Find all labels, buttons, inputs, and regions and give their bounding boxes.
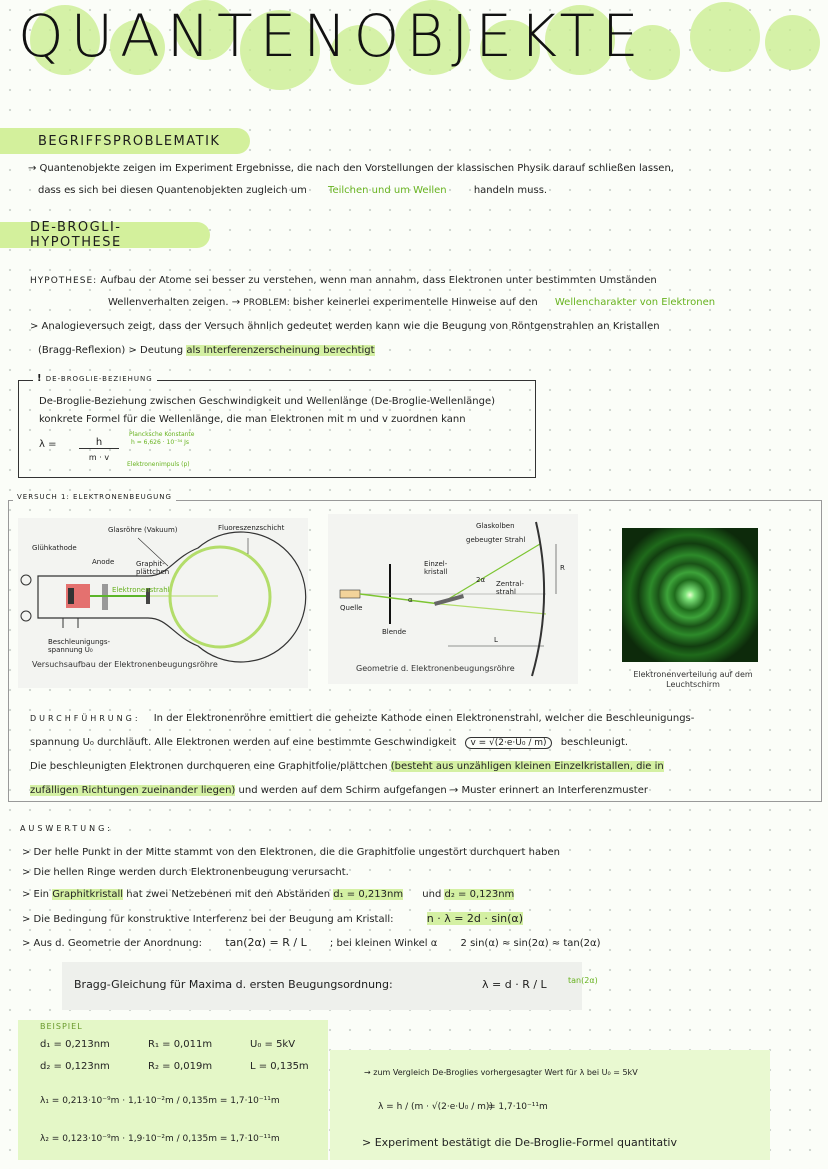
- durch-label: DURCHFÜHRUNG:: [30, 714, 141, 723]
- begriff-line2c: handeln muss.: [473, 185, 548, 196]
- section-heading-broglie: [0, 222, 210, 248]
- label-fluoreszenz: Fluoreszenzschicht: [218, 524, 285, 532]
- lambda-numerator: h: [79, 437, 119, 449]
- ex-lambda-formula: λ = h / (m · √(2·e·U₀ / m)): [378, 1102, 493, 1112]
- geometry-diagram: [328, 514, 578, 684]
- hyp-line1: [30, 270, 657, 292]
- tan-formula: tan(2α) = R / L: [225, 936, 307, 949]
- label-einzelkristall: Einzel-kristall: [424, 560, 448, 576]
- ausw-line4: [22, 908, 523, 931]
- ausw-line5: [22, 932, 601, 955]
- impuls-note: Elektronenimpuls (p): [127, 461, 190, 468]
- planck-value: h = 6,626 · 10⁻³⁴ Js: [131, 439, 189, 446]
- durch-line2: [30, 732, 628, 754]
- ex-vergleich: → zum Vergleich De-Broglies vorhergesagter Wert für λ bei U₀ = 5kV: [364, 1068, 638, 1077]
- durch-line1: [30, 708, 694, 730]
- label-zentralstrahl: Zentral-strahl: [496, 580, 524, 596]
- beispiel-label: BEISPIEL: [40, 1022, 83, 1031]
- durch-text4a: zufälligen Richtungen zueinander liegen): [30, 785, 236, 796]
- caption-apparatus: Versuchsaufbau der Elektronenbeugungsröhre: [32, 660, 218, 669]
- hyp-line2: [108, 292, 715, 314]
- ausw3b: Graphitkristall: [52, 889, 124, 900]
- bragg-text: Bragg-Gleichung für Maxima d. ersten Beugungsordnung:: [74, 978, 393, 991]
- page-title: QUANTENOBJEKTE: [18, 2, 646, 70]
- apparatus-figure: [18, 518, 308, 688]
- durch-text2a: spannung U₀ durchläuft. Alle Elektronen werden auf eine bestimmte Geschwindigkeit: [30, 737, 457, 748]
- bragg-tan-note: tan(2α): [568, 976, 598, 985]
- begriff-line2a: dass es sich bei diesen Quantenobjekten zugleich um: [38, 185, 307, 196]
- caption-geometry: Geometrie d. Elektronenbeugungsröhre: [356, 664, 515, 673]
- label-blende: Blende: [382, 628, 407, 636]
- label-glasroehre: Glasröhre (Vakuum): [108, 526, 178, 534]
- label-alpha: α: [408, 596, 413, 604]
- box-title-text: DE-BROGLIE-BEZIEHUNG: [45, 375, 153, 383]
- bragg-box: [62, 962, 582, 1010]
- durch-text3a: Die beschleunigten Elektronen durchqueren eine Graphitfolie/plättchen: [30, 761, 388, 772]
- hyp-problem: PROBLEM:: [243, 298, 290, 308]
- label-gluhkathode: Glühkathode: [32, 544, 77, 552]
- label-spannung: Beschleunigungs-spannung U₀: [48, 638, 111, 654]
- caption-screen: [618, 670, 768, 690]
- durch-line3: [30, 756, 664, 778]
- auswertung-label: AUSWERTUNG:: [20, 824, 113, 833]
- ex-lambda-result: = 1,7·10⁻¹¹m: [488, 1102, 548, 1112]
- small-angle-approx: 2 sin(α) ≈ sin(2α) ≈ tan(2α): [460, 938, 601, 949]
- ausw5c: ; bei kleinen Winkel α: [329, 938, 438, 949]
- lambda-label: λ =: [39, 439, 57, 450]
- ausw5a: > Aus d. Geometrie der Anordnung:: [22, 938, 202, 949]
- ausw-line3: [22, 884, 514, 906]
- durch-text4b: und werden auf dem Schirm aufgefangen → Muster erinnert an Interferenzmuster: [238, 785, 648, 796]
- caption-screen-line1: Elektronenverteilung auf dem: [633, 670, 753, 679]
- de-broglie-box: [18, 373, 536, 478]
- begriff-highlight: Teilchen und um Wellen: [328, 185, 447, 196]
- ausw-line1: > Der helle Punkt in der Mitte stammt von den Elektronen, die die Graphitfolie ungestört durchquert haben: [22, 847, 560, 858]
- ex-u: U₀ = 5kV: [250, 1039, 296, 1050]
- ausw3a: > Ein: [22, 889, 49, 900]
- analog-line2: [38, 340, 375, 362]
- hyp-text2b: bisher keinerlei experimentelle Hinweise auf den: [292, 297, 538, 308]
- box-line1: De-Broglie-Beziehung zwischen Geschwindigkeit und Wellenlänge (De-Broglie-Wellenlänge): [39, 396, 496, 407]
- ex-conclusion: > Experiment bestätigt die De-Broglie-Formel quantitativ: [362, 1136, 677, 1149]
- begriff-line1: → Quantenobjekte zeigen im Experiment Ergebnisse, die nach den Vorstellungen der klassischen Physik darauf schließen lassen,: [28, 163, 674, 174]
- ex-r1: R₁ = 0,011m: [148, 1039, 213, 1050]
- box-line2: konkrete Formel für die Wellenlänge, die man Elektronen mit m und v zuordnen kann: [39, 414, 466, 425]
- ausw3d: d₁ = 0,213nm: [333, 889, 404, 900]
- planck-note: Plancksche Konstante: [129, 431, 195, 438]
- durch-text1: In der Elektronenröhre emittiert die geheizte Kathode einen Elektronenstrahl, welcher die Beschleunigungs-: [153, 713, 695, 724]
- ex-L: L = 0,135m: [250, 1061, 309, 1072]
- ausw3f: d₂ = 0,123nm: [444, 889, 515, 900]
- section-heading-begriff: [0, 128, 250, 154]
- hyp-text2c: Wellencharakter von Elektronen: [554, 297, 716, 308]
- screen-pattern-image: [622, 528, 758, 662]
- hyp-label: HYPOTHESE:: [30, 276, 98, 286]
- ex-d2: d₂ = 0,123nm: [40, 1061, 110, 1072]
- interference-condition: n · λ = 2d · sin(α): [426, 912, 523, 925]
- label-quelle: Quelle: [340, 604, 363, 612]
- durch-text2b: beschleunigt.: [560, 737, 629, 748]
- hyp-text1: Aufbau der Atome sei besser zu verstehen, wenn man annahm, dass Elektronen unter bestimmten Umständen: [100, 275, 657, 286]
- label-glaskolben: Glaskolben: [476, 522, 515, 530]
- label-gebeugt: gebeugter Strahl: [466, 536, 526, 544]
- ex-r2: R₂ = 0,019m: [148, 1061, 213, 1072]
- durch-text3b: (besteht aus unzähligen kleinen Einzelkristallen, die in: [390, 761, 664, 772]
- analog-line1: > Analogieversuch zeigt, dass der Versuch ähnlich gedeutet werden kann wie die Beugung von Röntgenstrahlen an Kristallen: [30, 321, 660, 332]
- lambda-denominator: m · v: [88, 453, 110, 462]
- ex-lambda2: λ₂ = 0,123·10⁻⁹m · 1,9·10⁻²m / 0,135m = 1,7·10⁻¹¹m: [40, 1134, 280, 1144]
- label-L: L: [494, 636, 498, 644]
- bragg-formula: λ = d · R / L: [482, 978, 547, 991]
- durch-line4: [30, 780, 648, 802]
- begriff-heading: BEGRIFFSPROBLEMATIK: [38, 133, 221, 149]
- broglie-heading: DE-BROGLI-HYPOTHESE: [30, 220, 122, 250]
- analog2a: (Bragg-Reflexion) > Deutung: [38, 345, 184, 356]
- label-R: R: [560, 564, 565, 572]
- ex-lambda1: λ₁ = 0,213·10⁻⁹m · 1,1·10⁻²m / 0,135m = 1,7·10⁻¹¹m: [40, 1096, 280, 1106]
- ausw4a: > Die Bedingung für konstruktive Interferenz bei der Beugung am Kristall:: [22, 914, 394, 925]
- box-title: ! DE-BROGLIE-BEZIEHUNG: [33, 373, 157, 384]
- versuch-heading: VERSUCH 1: ELEKTRONENBEUGUNG: [13, 493, 176, 501]
- label-2alpha: 2α: [476, 576, 486, 584]
- ausw-line2: > Die hellen Ringe werden durch Elektronenbeugung verursacht.: [22, 867, 349, 878]
- velocity-formula: v = √(2·e·U₀ / m): [465, 737, 551, 749]
- begriff-line2: [38, 180, 547, 202]
- hyp-text2a: Wellenverhalten zeigen. →: [108, 297, 241, 308]
- ausw3e: und: [422, 889, 442, 900]
- ex-d1: d₁ = 0,213nm: [40, 1039, 110, 1050]
- label-anode: Anode: [92, 558, 115, 566]
- label-graphit: Graphit-plättchen: [136, 560, 170, 576]
- analog2b: als Interferenzerscheinung berechtigt: [186, 345, 375, 356]
- caption-screen-line2: Leuchtschirm: [666, 680, 720, 689]
- geometry-figure: [328, 514, 578, 684]
- label-elektronenstrahl: Elektronenstrahl: [112, 586, 170, 594]
- ausw3c: hat zwei Netzebenen mit den Abständen: [126, 889, 331, 900]
